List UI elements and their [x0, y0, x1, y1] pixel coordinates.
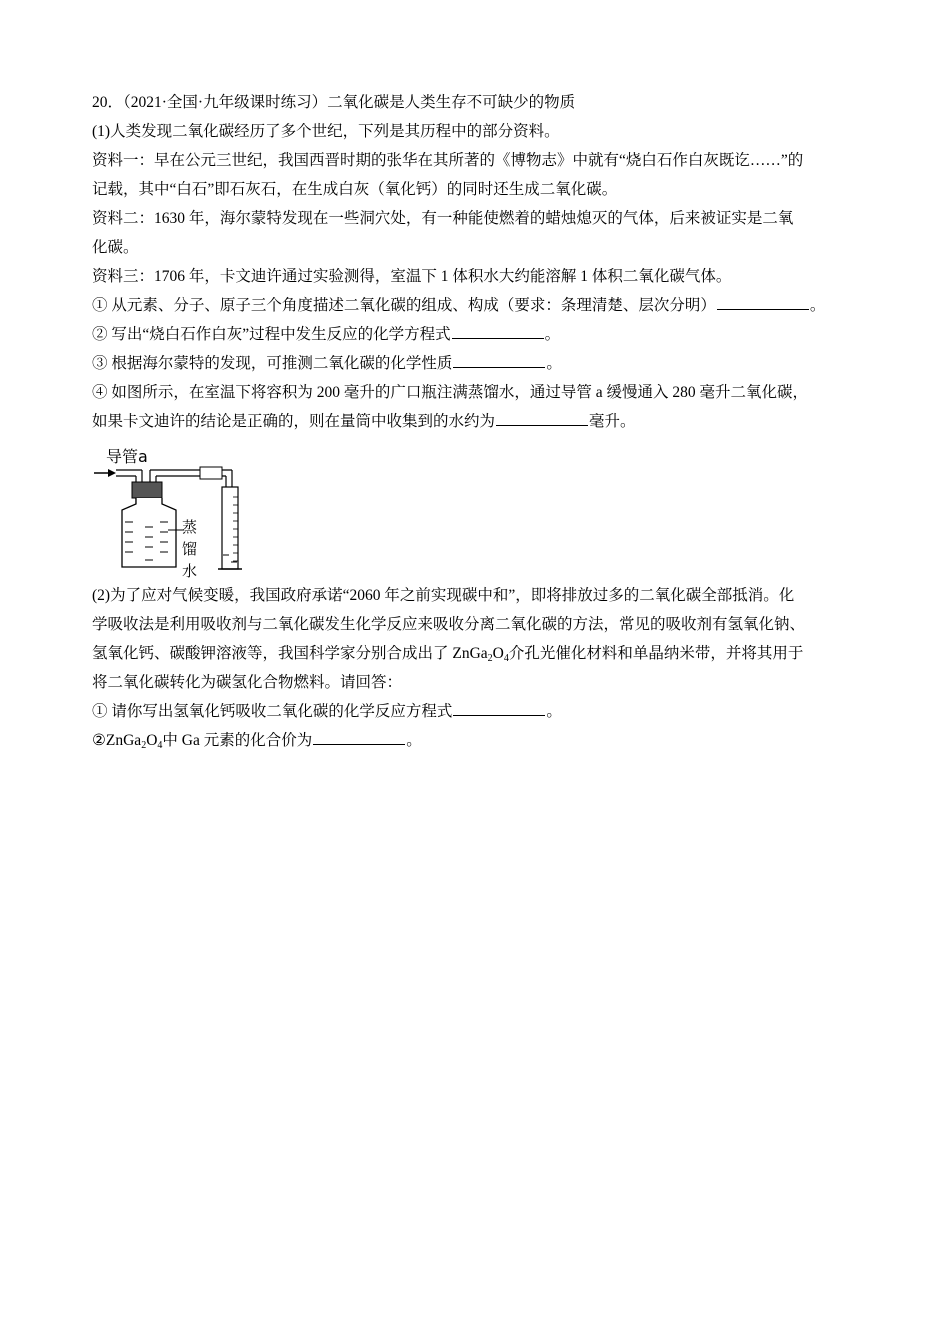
question-text: ③ 根据海尔蒙特的发现，可推测二氧化碳的化学性质 — [92, 355, 453, 372]
unit: 毫升。 — [589, 413, 636, 430]
part1-question-4-line1: ④ 如图所示，在室温下将容积为 200 毫升的广口瓶注满蒸馏水，通过导管 a 缓慢通入 280 毫升二氧化碳， — [92, 384, 809, 401]
input-arrow-head — [108, 469, 116, 477]
tube-a-label: 导管a — [106, 447, 148, 466]
part1-question-3 — [92, 349, 872, 378]
period: 。 — [546, 355, 562, 372]
part2-line3 — [92, 639, 872, 668]
material1-line1: 资料一：早在公元三世纪，我国西晋时期的张华在其所著的《博物志》中就有“烧白石作白灰既讫……”的 — [92, 152, 804, 169]
subscript: 2 — [487, 653, 493, 664]
subscript: 2 — [141, 740, 147, 751]
text-segment: ②ZnGa — [92, 732, 142, 749]
part1-question-2 — [92, 320, 872, 349]
question-text: ① 从元素、分子、原子三个角度描述二氧化碳的组成、构成（要求：条理清楚、层次分明） — [92, 297, 716, 314]
part1-question-1 — [92, 291, 872, 320]
question-source: （2021·全国·九年级课时练习） — [123, 94, 328, 111]
answer-blank[interactable] — [717, 294, 809, 310]
text-segment: O — [146, 732, 158, 749]
question-text: ① 请你写出氢氧化钙吸收二氧化碳的化学反应方程式 — [92, 703, 453, 720]
subscript: 4 — [503, 653, 509, 664]
part2-line4: 将二氧化碳转化为碳氢化合物燃料。请回答： — [92, 674, 403, 691]
subscript: 4 — [157, 740, 163, 751]
answer-blank[interactable] — [496, 410, 588, 426]
distilled-water-label: 蒸馏水 — [182, 518, 198, 580]
text-segment: O — [492, 645, 504, 662]
period: 。 — [406, 732, 422, 749]
answer-blank[interactable] — [453, 700, 545, 716]
material3: 资料三：1706 年，卡文迪许通过实验测得，室温下 1 体积水大约能溶解 1 体积二氧化碳气体。 — [92, 268, 732, 285]
answer-blank[interactable] — [453, 352, 545, 368]
part2-question-2 — [92, 726, 872, 755]
part2-line2: 学吸收法是利用吸收剂与二氧化碳发生化学反应来吸收分离二氧化碳的方法，常见的吸收剂有氢氧化钠、 — [92, 616, 806, 633]
part2-line1: (2)为了应对气候变暖，我国政府承诺“2060 年之前实现碳中和”，即将排放过多的二氧化碳全部抵消。化 — [92, 587, 795, 604]
question-page — [92, 88, 872, 755]
question-title: 二氧化碳是人类生存不可缺少的物质 — [327, 94, 576, 111]
period: 。 — [809, 297, 826, 314]
text-segment: 介孔光催化材料和单晶纳米带，并将其用于 — [508, 645, 804, 662]
answer-blank[interactable] — [313, 729, 405, 745]
text-segment: 中 Ga 元素的化合价为 — [162, 732, 313, 749]
question-text: 如果卡文迪许的结论是正确的，则在量筒中收集到的水约为 — [92, 413, 496, 430]
apparatus-figure — [92, 442, 262, 580]
answer-blank[interactable] — [452, 323, 544, 339]
question-text: ② 写出“烧白石作白灰”过程中发生反应的化学方程式 — [92, 326, 451, 343]
text-segment: 氢氧化钙、碳酸钾溶液等，我国科学家分别合成出了 ZnGa — [92, 645, 488, 662]
part2-question-1 — [92, 697, 872, 726]
period: 。 — [544, 326, 561, 343]
material2-line1: 资料二：1630 年，海尔蒙特发现在一些洞穴处，有一种能使燃着的蜡烛熄灭的气体，后来被证实是二氧 — [92, 210, 794, 227]
part1-intro: (1)人类发现二氧化碳经历了多个世纪，下列是其历程中的部分资料。 — [92, 123, 560, 140]
material1-line2: 记载，其中“白石”即石灰石，在生成白灰（氧化钙）的同时还生成二氧化碳。 — [92, 181, 618, 198]
question-header — [92, 88, 872, 117]
part1-question-4-line2 — [92, 407, 872, 436]
material2-line2: 化碳。 — [92, 239, 139, 256]
period: 。 — [546, 703, 562, 720]
question-number: 20． — [92, 94, 124, 111]
